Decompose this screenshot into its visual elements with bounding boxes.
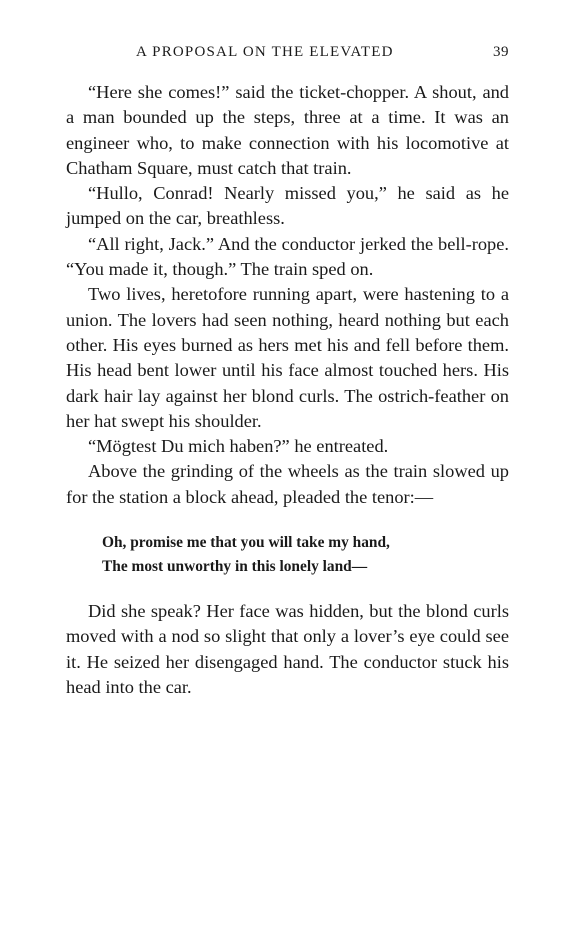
verse-line: Oh, promise me that you will take my hand, [102, 534, 390, 552]
paragraph-mogtest-du: “Mögtest Du mich haben?” he entreated. [88, 436, 389, 457]
verse-quotation [102, 531, 509, 579]
verse-line: The most unworthy in this lonely land— [102, 558, 368, 576]
paragraph-all-right-jack: “All right, Jack.” And the conductor jerked the bell-rope. “You made it, though.” The train sped on. [66, 233, 509, 280]
paragraph-above-the-grinding: Above the grinding of the wheels as the train slowed up for the station a block ahead, pleaded the tenor:— [66, 461, 509, 507]
paragraph-hullo-conrad: “Hullo, Conrad! Nearly missed you,” he said as he jumped on the car, breathless. [66, 183, 509, 229]
running-head-title: A PROPOSAL ON THE ELEVATED [136, 44, 394, 60]
paragraph-here-she-comes: “Here she comes!” said the ticket-chopper. A shout, and a man bounded up the steps, three at a time. It was an engineer who, to make connection with his locomotive at Chatham Square, must catch that train. [66, 82, 509, 178]
running-head [66, 44, 509, 64]
paragraph-did-she-speak: Did she speak? Her face was hidden, but the blond curls moved with a nod so slight that only a lover’s eye could see it. He seized her disengaged hand. The conductor stuck his head into the car. [66, 601, 509, 697]
page-number: 39 [493, 44, 509, 60]
body-text [66, 80, 509, 700]
paragraph-two-lives: Two lives, heretofore running apart, were hastening to a union. The lovers had seen nothing, heard nothing but each other. His eyes burned as hers met his and fell before them. His head bent lower until his face almost touched hers. His dark hair lay against her blond curls. The ostrich-feather on her hat swept his shoulder. [66, 284, 509, 431]
